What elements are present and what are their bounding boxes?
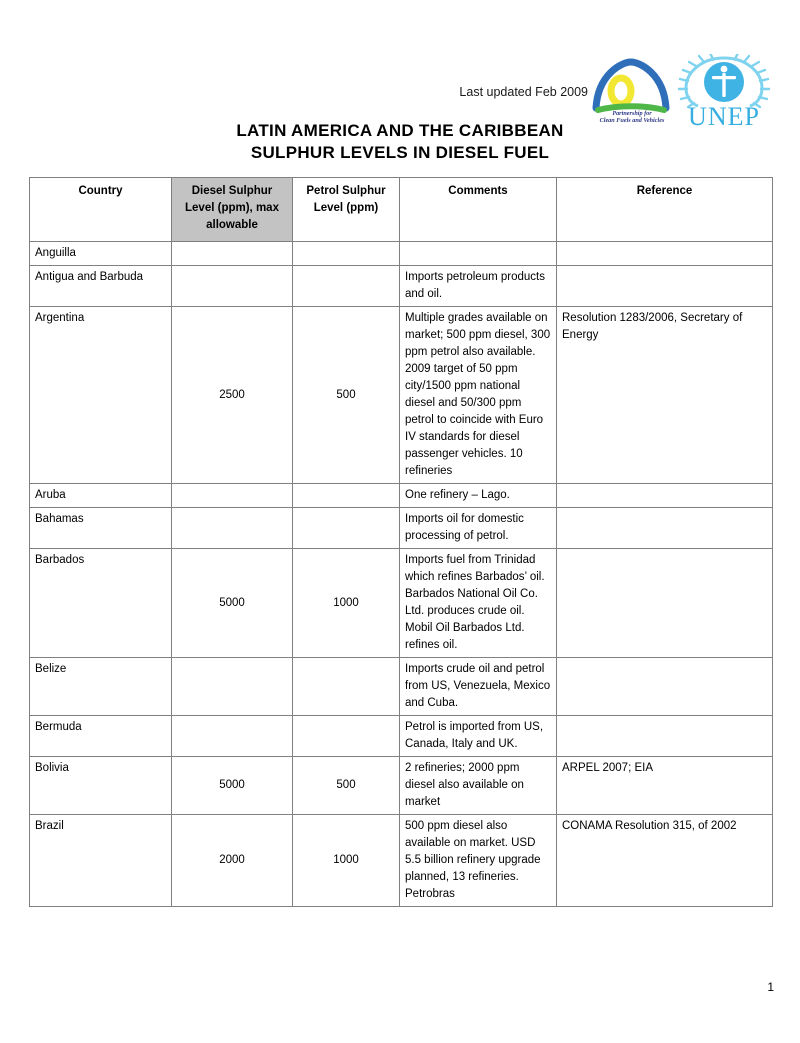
cell-reference: ARPEL 2007; EIA: [557, 757, 773, 815]
column-header-reference: Reference: [557, 178, 773, 242]
cell-comments: One refinery – Lago.: [400, 484, 557, 508]
column-header-comments: Comments: [400, 178, 557, 242]
cell-comments: Imports petroleum products and oil.: [400, 266, 557, 307]
cell-diesel: [172, 242, 293, 266]
page-title: [0, 120, 800, 164]
cell-comments: Imports oil for domestic processing of petrol.: [400, 508, 557, 549]
column-header-country: Country: [30, 178, 172, 242]
cell-reference: [557, 658, 773, 716]
cell-country: Barbados: [30, 549, 172, 658]
cell-country: Antigua and Barbuda: [30, 266, 172, 307]
cell-diesel: 5000: [172, 757, 293, 815]
cell-petrol: [293, 242, 400, 266]
cell-petrol: 1000: [293, 815, 400, 907]
table-row: [30, 508, 773, 549]
cell-petrol: [293, 508, 400, 549]
table-header: [30, 178, 773, 242]
cell-diesel: [172, 508, 293, 549]
table-row: [30, 815, 773, 907]
cell-diesel: [172, 658, 293, 716]
cell-petrol: [293, 658, 400, 716]
cell-comments: [400, 242, 557, 266]
last-updated-text: Last updated Feb 2009: [459, 85, 588, 99]
column-header-diesel-sulphur: Diesel Sulphur Level (ppm), max allowable: [172, 178, 293, 242]
cell-diesel: 2000: [172, 815, 293, 907]
cell-reference: Resolution 1283/2006, Secretary of Energy: [557, 307, 773, 484]
cell-country: Aruba: [30, 484, 172, 508]
cell-country: Bahamas: [30, 508, 172, 549]
cell-petrol: [293, 266, 400, 307]
cell-petrol: 500: [293, 307, 400, 484]
unep-wordmark: UNEP: [688, 102, 760, 131]
page-title-line2: SULPHUR LEVELS IN DIESEL FUEL: [250, 143, 550, 162]
table-row: [30, 484, 773, 508]
cell-petrol: [293, 716, 400, 757]
cell-reference: [557, 242, 773, 266]
cell-comments: Petrol is imported from US, Canada, Italy and UK.: [400, 716, 557, 757]
cell-reference: CONAMA Resolution 315, of 2002: [557, 815, 773, 907]
table-row: [30, 242, 773, 266]
cell-comments: Imports crude oil and petrol from US, Venezuela, Mexico and Cuba.: [400, 658, 557, 716]
table-row: [30, 716, 773, 757]
cell-comments: 500 ppm diesel also available on market. USD 5.5 billion refinery upgrade planned, 13 refineries. Petrobras: [400, 815, 557, 907]
page-number: 1: [767, 980, 774, 994]
table-row: [30, 658, 773, 716]
cell-comments: 2 refineries; 2000 ppm diesel also available on market: [400, 757, 557, 815]
cell-petrol: [293, 484, 400, 508]
cell-country: Bermuda: [30, 716, 172, 757]
cell-reference: [557, 484, 773, 508]
table-row: [30, 307, 773, 484]
cell-comments: Multiple grades available on market; 500 ppm diesel, 300 ppm petrol also available. 2009 target of 50 ppm city/1500 ppm national diesel and 50/300 ppm petrol to coincide with Euro IV standards for diesel passenger vehicles. 10 refineries: [400, 307, 557, 484]
page-title-line1: LATIN AMERICA AND THE CARIBBEAN: [236, 121, 564, 140]
table-row: [30, 757, 773, 815]
cell-country: Anguilla: [30, 242, 172, 266]
cell-petrol: 500: [293, 757, 400, 815]
cell-diesel: 5000: [172, 549, 293, 658]
cell-country: Brazil: [30, 815, 172, 907]
pcfv-caption-line2: Clean Fuels and Vehicles: [599, 117, 665, 124]
cell-diesel: [172, 716, 293, 757]
cell-reference: [557, 716, 773, 757]
sulphur-levels-table: [29, 177, 773, 907]
pcfv-caption-line1: Partnership for: [612, 110, 652, 117]
table-row: [30, 266, 773, 307]
cell-country: Bolivia: [30, 757, 172, 815]
cell-diesel: [172, 266, 293, 307]
cell-reference: [557, 549, 773, 658]
table-header-row: [30, 178, 773, 242]
table-row: [30, 549, 773, 658]
cell-diesel: 2500: [172, 307, 293, 484]
cell-country: Argentina: [30, 307, 172, 484]
cell-comments: Imports fuel from Trinidad which refines Barbados’ oil. Barbados National Oil Co. Ltd. produces crude oil. Mobil Oil Barbados Ltd. refines oil.: [400, 549, 557, 658]
cell-reference: [557, 266, 773, 307]
cell-reference: [557, 508, 773, 549]
cell-diesel: [172, 484, 293, 508]
column-header-petrol-sulphur: Petrol Sulphur Level (ppm): [293, 178, 400, 242]
cell-petrol: 1000: [293, 549, 400, 658]
cell-country: Belize: [30, 658, 172, 716]
table-body: [30, 242, 773, 907]
